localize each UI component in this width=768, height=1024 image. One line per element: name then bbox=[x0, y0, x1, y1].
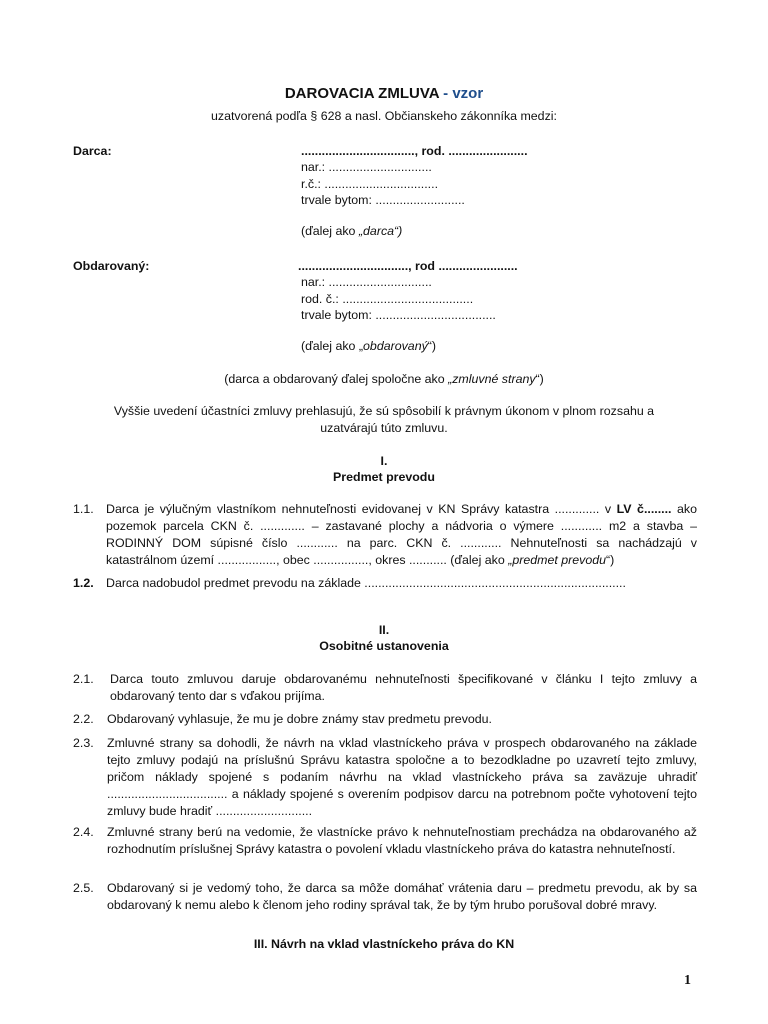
spolocne-suffix: “) bbox=[535, 372, 544, 386]
obdarovany-dalej-term: obdarovaný bbox=[363, 339, 428, 353]
clause-text: Obdarovaný si je vedomý toho, že darca sa môže domáhať vrátenia daru – predmetu prevodu, ak by sa obdarovaný k nemu alebo k členom jeho rodiny správal tak, že by tým hrubo porušoval dobré mravy. bbox=[107, 881, 697, 912]
obdarovany-dalej-ako bbox=[301, 338, 436, 355]
clause-number: 1.1. bbox=[73, 502, 94, 516]
section-1-title: Predmet prevodu bbox=[333, 470, 435, 484]
clause-2-2 bbox=[73, 711, 697, 728]
clause-text-part: Darca je výlučným vlastníkom nehnuteľnosti evidovanej v KN Správy katastra ............. v bbox=[106, 502, 617, 516]
obdarovany-dalej-prefix: (ďalej ako „ bbox=[301, 339, 364, 353]
clause-number: 1.2. bbox=[73, 576, 94, 590]
clause-number: 2.1. bbox=[73, 672, 94, 686]
clause-text: Darca nadobudol predmet prevodu na základe ............................................................................ bbox=[106, 576, 626, 590]
obdarovany-dalej-suffix: “) bbox=[427, 339, 437, 353]
clause-text bbox=[106, 501, 697, 569]
clause-number: 2.4. bbox=[73, 825, 94, 839]
zmluvne-strany-note bbox=[60, 371, 708, 388]
clause-text: Zmluvné strany berú na vedomie, že vlastnícke právo k nehnuteľnostiam prechádza na obdarovaného až rozhodnutím príslušnej Správy katastra o povolení vkladu vlastníckeho práva do katastra nehnuteľností. bbox=[107, 825, 697, 856]
section-2-number: II. bbox=[378, 623, 390, 637]
subtitle: uzatvorená podľa § 628 a nasl. Občianskeho zákonníka medzi: bbox=[211, 109, 557, 123]
darca-dalej-term: „darca“) bbox=[358, 224, 403, 238]
clause-1-1 bbox=[73, 501, 697, 569]
spolocne-term: „zmluvné strany bbox=[448, 372, 536, 386]
darca-dalej-ako bbox=[301, 223, 402, 240]
page-number: 1 bbox=[684, 973, 691, 988]
clause-1-2 bbox=[73, 575, 697, 592]
section-2-title: Osobitné ustanovenia bbox=[319, 639, 449, 653]
clause-2-4 bbox=[73, 824, 697, 858]
clause-2-1 bbox=[73, 671, 697, 705]
section-3-title: III. Návrh na vklad vlastníckeho práva do KN bbox=[253, 937, 515, 951]
clause-2-5 bbox=[73, 880, 697, 914]
darca-dalej-prefix: (ďalej ako bbox=[301, 224, 359, 238]
clause-text-part: “) bbox=[606, 553, 615, 567]
section-1-number: I. bbox=[380, 454, 388, 468]
clause-text: Obdarovaný vyhlasuje, že mu je dobre známy stav predmetu prevodu. bbox=[107, 712, 492, 726]
darca-rc: r.č.: ................................. bbox=[301, 177, 439, 191]
spolocne-prefix: (darca a obdarovaný ďalej spoločne ako bbox=[224, 372, 449, 386]
title-main: DAROVACIA ZMLUVA bbox=[284, 85, 439, 102]
darca-label: Darca: bbox=[73, 144, 112, 158]
clause-number: 2.3. bbox=[73, 736, 94, 750]
clause-number: 2.5. bbox=[73, 881, 94, 895]
obdarovany-nar: nar.: .............................. bbox=[301, 275, 432, 289]
obdarovany-rc: rod. č.: ...................................... bbox=[301, 292, 474, 306]
prehlasenie: Vyššie uvedení účastníci zmluvy prehlasujú, že sú spôsobilí k právnym úkonom v plnom rozsahu a uzatvárajú túto zmluvu. bbox=[113, 404, 655, 435]
darca-trvale-bytom: trvale bytom: .......................... bbox=[301, 193, 465, 207]
darca-nar: nar.: .............................. bbox=[301, 160, 432, 174]
obdarovany-label: Obdarovaný: bbox=[73, 259, 150, 273]
document-title bbox=[0, 84, 768, 104]
clause-number: 2.2. bbox=[73, 712, 94, 726]
clause-2-3 bbox=[73, 735, 697, 820]
clause-text: Zmluvné strany sa dohodli, že návrh na vklad vlastníckeho práva v prospech obdarovaného na základe tejto zmluvy podajú na príslušnú Správu katastra spoločne a to bezodkladne po uzavretí tejto zmluvy, pričom náklady spojené s podaním návrhu na vklad vlastníckeho práva sa zaväzuje uhradiť ................................... a náklady spojené s overením podpisov darcu na potrebnom počte vyhotovení tejto zmluvy bude hradiť ............................ bbox=[107, 736, 697, 818]
predmet-prevodu-term: „predmet prevodu bbox=[508, 553, 607, 567]
darca-name-line: ................................., rod. ....................... bbox=[301, 144, 528, 158]
clause-text: Darca touto zmluvou daruje obdarovanému nehnuteľnosti špecifikované v článku I tejto zmluvy a obdarovaný tento dar s vďakou prijíma. bbox=[110, 672, 697, 703]
lv-cislo: LV č........ bbox=[616, 502, 672, 516]
obdarovany-name-line: ................................, rod ....................... bbox=[298, 259, 518, 273]
clause-text-part: ako pozemok parcela CKN č. ............. – zastavané plochy a nádvoria o výmere ............ m2 a stavba – RODINNÝ DOM súpisné číslo ............ na parc. CKN č. ............ Nehnuteľnosti sa nachádzajú v katastrálnom území ................., obec ................, okres ........... (ďalej ako bbox=[106, 502, 697, 567]
title-suffix: - vzor bbox=[438, 85, 484, 102]
obdarovany-trvale-bytom: trvale bytom: ................................... bbox=[301, 308, 496, 322]
